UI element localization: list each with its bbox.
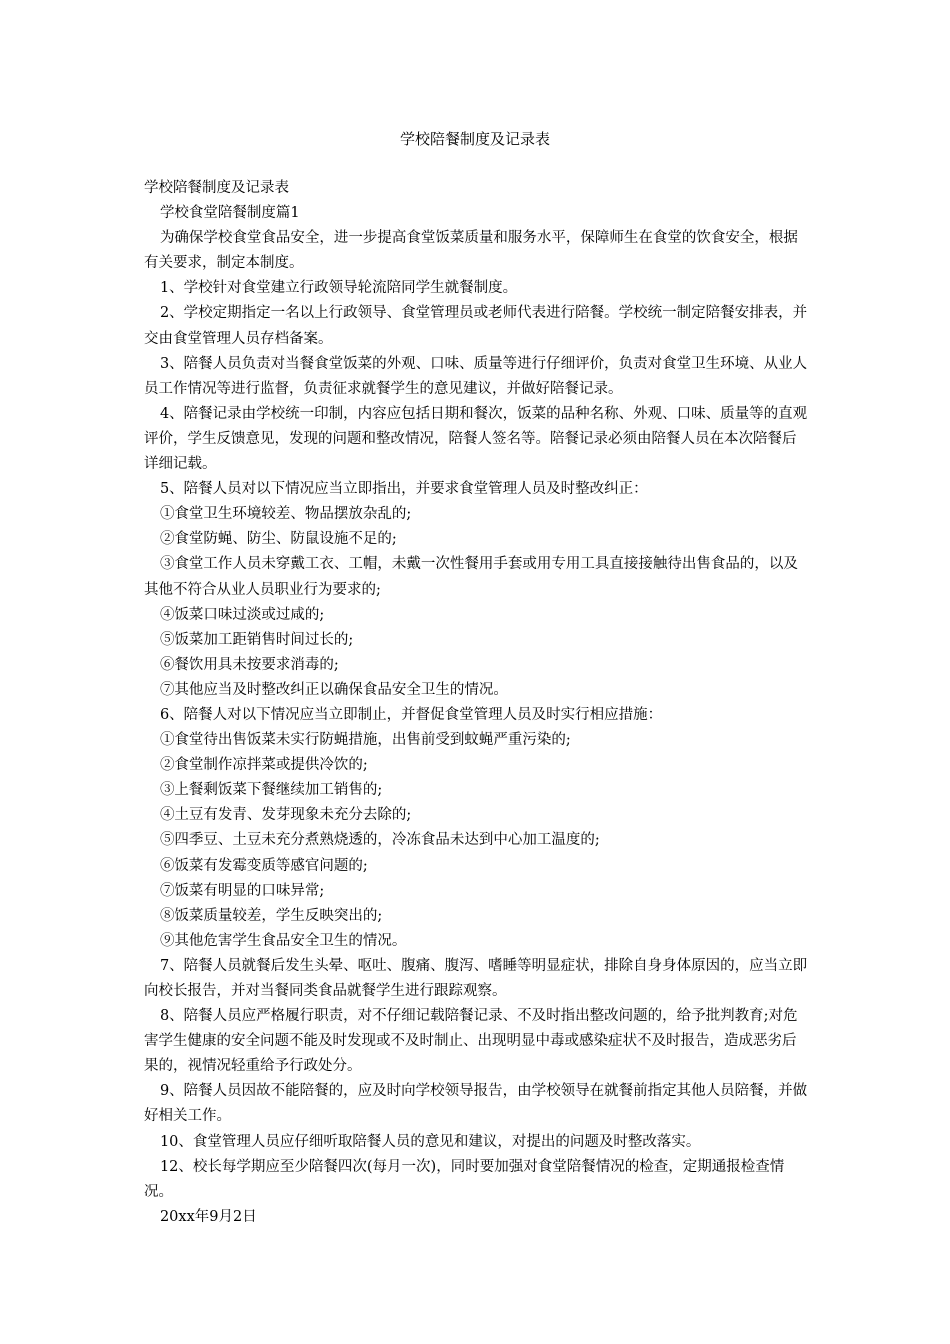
paragraph: ②食堂防蝇、防尘、防鼠设施不足的; bbox=[159, 531, 397, 548]
paragraph: 学校食堂陪餐制度篇1 bbox=[159, 205, 300, 222]
paragraph: ⑤饭菜加工距销售时间过长的; bbox=[159, 631, 354, 648]
paragraph: ⑦其他应当及时整改纠正以确保食品安全卫生的情况。 bbox=[159, 681, 508, 698]
paragraph: 6、陪餐人对以下情况应当立即制止，并督促食堂管理人员及时实行相应措施： bbox=[159, 706, 663, 723]
paragraph: 4、陪餐记录由学校统一印制，内容应包括日期和餐次，饭菜的品种名称、外观、口味、质量等的直观评价，学生反馈意见，发现的问题和整改情况，陪餐人签名等。陪餐记录必须由陪餐人员在本次陪餐后详细记载。 bbox=[144, 405, 808, 473]
paragraph: ⑦饭菜有明显的口味异常; bbox=[159, 882, 325, 899]
paragraph: ③上餐剩饭菜下餐继续加工销售的; bbox=[159, 782, 383, 799]
paragraph: 2、学校定期指定一名以上行政领导、食堂管理员或老师代表进行陪餐。学校统一制定陪餐安排表，并交由食堂管理人员存档备案。 bbox=[144, 305, 808, 347]
paragraph: ④土豆有发青、发芽现象未充分去除的; bbox=[159, 807, 412, 824]
document-body bbox=[144, 176, 809, 1230]
paragraph: 5、陪餐人员对以下情况应当立即指出，并要求食堂管理人员及时整改纠正： bbox=[159, 481, 648, 498]
paragraph: ①食堂待出售饭菜未实行防蝇措施，出售前受到蚊蝇严重污染的; bbox=[159, 732, 571, 749]
paragraph: 20xx年9月2日 bbox=[159, 1208, 257, 1225]
paragraph: ④饭菜口味过淡或过咸的; bbox=[159, 606, 325, 623]
paragraph: 9、陪餐人员因故不能陪餐的，应及时向学校领导报告，由学校领导在就餐前指定其他人员陪餐，并做好相关工作。 bbox=[144, 1083, 808, 1125]
document-title: 学校陪餐制度及记录表 bbox=[399, 130, 550, 148]
paragraph: 8、陪餐人员应严格履行职责，对不仔细记载陪餐记录、不及时指出整改问题的，给予批判教育;对危害学生健康的安全问题不能及时发现或不及时制止、出现明显中毒或感染症状不及时报告，造成恶劣后果的，视情况轻重给予行政处分。 bbox=[144, 1008, 798, 1075]
paragraph: 3、陪餐人员负责对当餐食堂饭菜的外观、口味、质量等进行仔细评价，负责对食堂卫生环境、从业人员工作情况等进行监督，负责征求就餐学生的意见建议，并做好陪餐记录。 bbox=[144, 355, 808, 397]
paragraph: ③食堂工作人员未穿戴工衣、工帽，未戴一次性餐用手套或用专用工具直接接触待出售食品的，以及其他不符合从业人员职业行为要求的; bbox=[144, 556, 798, 598]
paragraph: 为确保学校食堂食品安全，进一步提高食堂饭菜质量和服务水平，保障师生在食堂的饮食安全，根据有关要求，制定本制度。 bbox=[144, 230, 798, 272]
paragraph: ⑥餐饮用具未按要求消毒的; bbox=[159, 656, 339, 673]
paragraph: ⑧饭菜质量较差，学生反映突出的; bbox=[159, 907, 383, 924]
paragraph: ①食堂卫生环境较差、物品摆放杂乱的; bbox=[159, 506, 412, 523]
paragraph: 10、食堂管理人员应仔细听取陪餐人员的意见和建议，对提出的问题及时整改落实。 bbox=[159, 1133, 701, 1150]
paragraph: ⑤四季豆、土豆未充分煮熟烧透的，冷冻食品未达到中心加工温度的; bbox=[159, 832, 600, 849]
paragraph: 学校陪餐制度及记录表 bbox=[144, 180, 289, 196]
paragraph: ②食堂制作凉拌菜或提供冷饮的; bbox=[159, 757, 368, 774]
paragraph: ⑨其他危害学生食品安全卫生的情况。 bbox=[159, 932, 407, 949]
paragraph: 7、陪餐人员就餐后发生头晕、呕吐、腹痛、腹泻、嗜睡等明显症状，排除自身身体原因的，应当立即向校长报告，并对当餐同类食品就餐学生进行跟踪观察。 bbox=[144, 957, 808, 999]
paragraph: ⑥饭菜有发霉变质等感官问题的; bbox=[159, 857, 368, 874]
paragraph: 1、学校针对食堂建立行政领导轮流陪同学生就餐制度。 bbox=[159, 280, 518, 297]
paragraph: 12、校长每学期应至少陪餐四次(每月一次)，同时要加强对食堂陪餐情况的检查，定期通报检查情况。 bbox=[144, 1158, 785, 1200]
